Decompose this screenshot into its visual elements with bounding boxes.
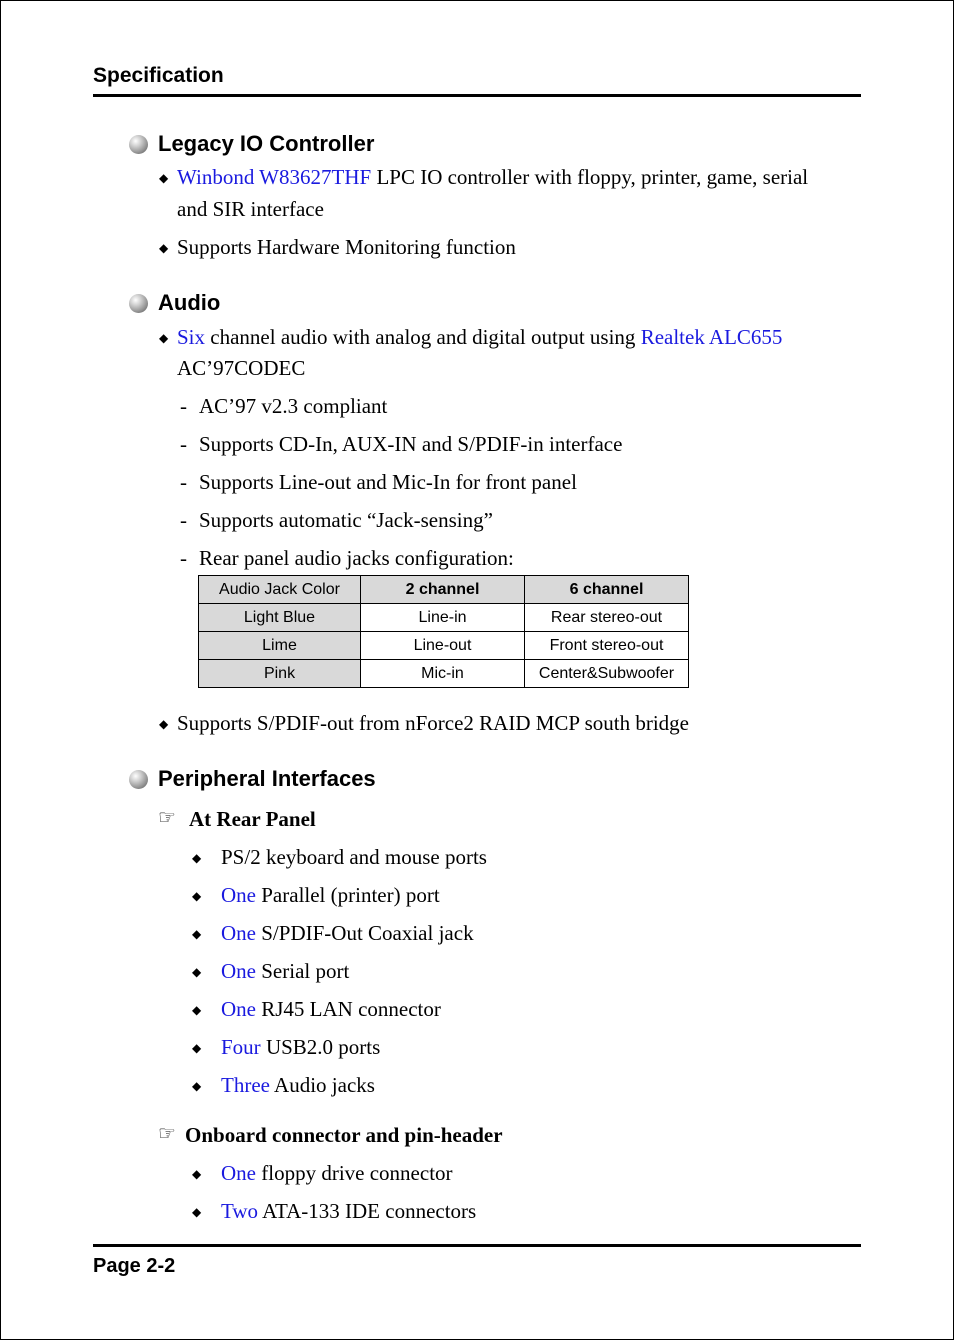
onboard-item-highlight: One <box>221 1161 256 1185</box>
dash-bullet: - <box>180 470 187 494</box>
section-title-audio: Audio <box>158 290 221 315</box>
rear-item-highlight: One <box>221 997 256 1021</box>
rear-item-text: PS/2 keyboard and mouse ports <box>221 845 487 869</box>
table-row <box>199 632 689 660</box>
section-title-legacy: Legacy IO Controller <box>158 131 375 156</box>
onboard-item-text: ATA-133 IDE connectors <box>258 1199 477 1223</box>
legacy-item-1-cont: and SIR interface <box>177 197 324 221</box>
rear-item-text: S/PDIF-Out Coaxial jack <box>256 921 474 945</box>
dash-bullet: - <box>180 394 187 418</box>
audio-item-1-cont: AC’97CODEC <box>177 356 306 380</box>
onboard-item-highlight: Two <box>221 1199 259 1223</box>
rear-item-highlight: Four <box>221 1035 261 1059</box>
rear-item-text: RJ45 LAN connector <box>256 997 441 1021</box>
table-header-cell: 2 channel <box>361 576 525 604</box>
audio-item-2: Supports S/PDIF-out from nForce2 RAID MCP south bridge <box>177 711 689 735</box>
table-cell: Front stereo-out <box>525 632 689 660</box>
audio-sub-item: Supports CD-In, AUX-IN and S/PDIF-in interface <box>199 432 623 456</box>
footer-rule <box>93 1244 861 1247</box>
diamond-bullet-icon: ◆ <box>159 241 169 255</box>
onboard-item <box>221 1161 453 1186</box>
audio-sub-item: Supports automatic “Jack-sensing” <box>199 508 493 532</box>
legacy-item-1-text: LPC IO controller with floppy, printer, game, serial <box>371 165 809 189</box>
section-title-peripheral: Peripheral Interfaces <box>158 766 376 791</box>
rear-item-highlight: Three <box>221 1073 270 1097</box>
rear-item-text: Parallel (printer) port <box>256 883 440 907</box>
table-cell: Pink <box>199 660 361 688</box>
legacy-item-2: Supports Hardware Monitoring function <box>177 235 516 259</box>
header-rule <box>93 94 861 97</box>
table-header-row <box>199 576 689 604</box>
dash-bullet: - <box>180 508 187 532</box>
diamond-bullet-icon: ◆ <box>159 331 169 345</box>
diamond-bullet-icon: ◆ <box>159 717 169 731</box>
rear-item <box>221 1035 380 1060</box>
table-cell: Line-out <box>361 632 525 660</box>
table-cell: Light Blue <box>199 604 361 632</box>
table-cell: Center&Subwoofer <box>525 660 689 688</box>
diamond-bullet-icon: ◆ <box>192 1041 202 1055</box>
diamond-bullet-icon: ◆ <box>192 1205 202 1219</box>
onboard-item-text: floppy drive connector <box>256 1161 453 1185</box>
audio-sub-item: Rear panel audio jacks configuration: <box>199 546 514 570</box>
section-bullet-icon <box>129 135 148 154</box>
rear-item-text: Audio jacks <box>269 1073 375 1097</box>
diamond-bullet-icon: ◆ <box>192 965 202 979</box>
audio-sub-item: Supports Line-out and Mic-In for front panel <box>199 470 577 494</box>
diamond-bullet-icon: ◆ <box>192 1079 202 1093</box>
page-header-title: Specification <box>93 64 224 87</box>
rear-item <box>221 1073 375 1098</box>
table-cell: Line-in <box>361 604 525 632</box>
rear-item <box>221 997 441 1022</box>
dash-bullet: - <box>180 432 187 456</box>
rear-item-highlight: One <box>221 883 256 907</box>
table-cell: Lime <box>199 632 361 660</box>
audio-item-1-highlight-2: Realtek ALC655 <box>640 325 783 349</box>
diamond-bullet-icon: ◆ <box>192 927 202 941</box>
diamond-bullet-icon: ◆ <box>192 1003 202 1017</box>
section-bullet-icon <box>129 294 148 313</box>
audio-item-1-text: channel audio with analog and digital output using <box>205 325 641 349</box>
rear-item <box>221 883 440 908</box>
audio-sub-item: AC’97 v2.3 compliant <box>199 394 388 418</box>
table-row <box>199 660 689 688</box>
rear-item-highlight: One <box>221 959 256 983</box>
table-header-cell: Audio Jack Color <box>199 576 361 604</box>
audio-jack-table <box>198 575 689 688</box>
section-bullet-icon <box>129 770 148 789</box>
table-cell: Mic-in <box>361 660 525 688</box>
diamond-bullet-icon: ◆ <box>192 851 202 865</box>
rear-item <box>221 845 487 870</box>
table-header-cell: 6 channel <box>525 576 689 604</box>
rear-item-highlight: One <box>221 921 256 945</box>
subsection-title-onboard: Onboard connector and pin-header <box>185 1123 503 1147</box>
pointing-hand-icon: ☞ <box>158 1123 176 1145</box>
diamond-bullet-icon: ◆ <box>159 171 169 185</box>
rear-item <box>221 921 474 946</box>
diamond-bullet-icon: ◆ <box>192 889 202 903</box>
audio-item-1-highlight-1: Six <box>177 325 206 349</box>
subsection-title-rear: At Rear Panel <box>189 807 316 831</box>
rear-item-text: USB2.0 ports <box>260 1035 381 1059</box>
rear-item-text: Serial port <box>256 959 350 983</box>
legacy-item-1-highlight: Winbond W83627THF <box>177 165 372 189</box>
legacy-item-1 <box>177 165 808 190</box>
table-row <box>199 604 689 632</box>
dash-bullet: - <box>180 546 187 570</box>
onboard-item <box>221 1199 476 1224</box>
table-cell: Rear stereo-out <box>525 604 689 632</box>
pointing-hand-icon: ☞ <box>158 807 176 829</box>
diamond-bullet-icon: ◆ <box>192 1167 202 1181</box>
rear-item <box>221 959 349 984</box>
page-number: Page 2-2 <box>93 1255 176 1277</box>
audio-item-1 <box>177 325 782 350</box>
